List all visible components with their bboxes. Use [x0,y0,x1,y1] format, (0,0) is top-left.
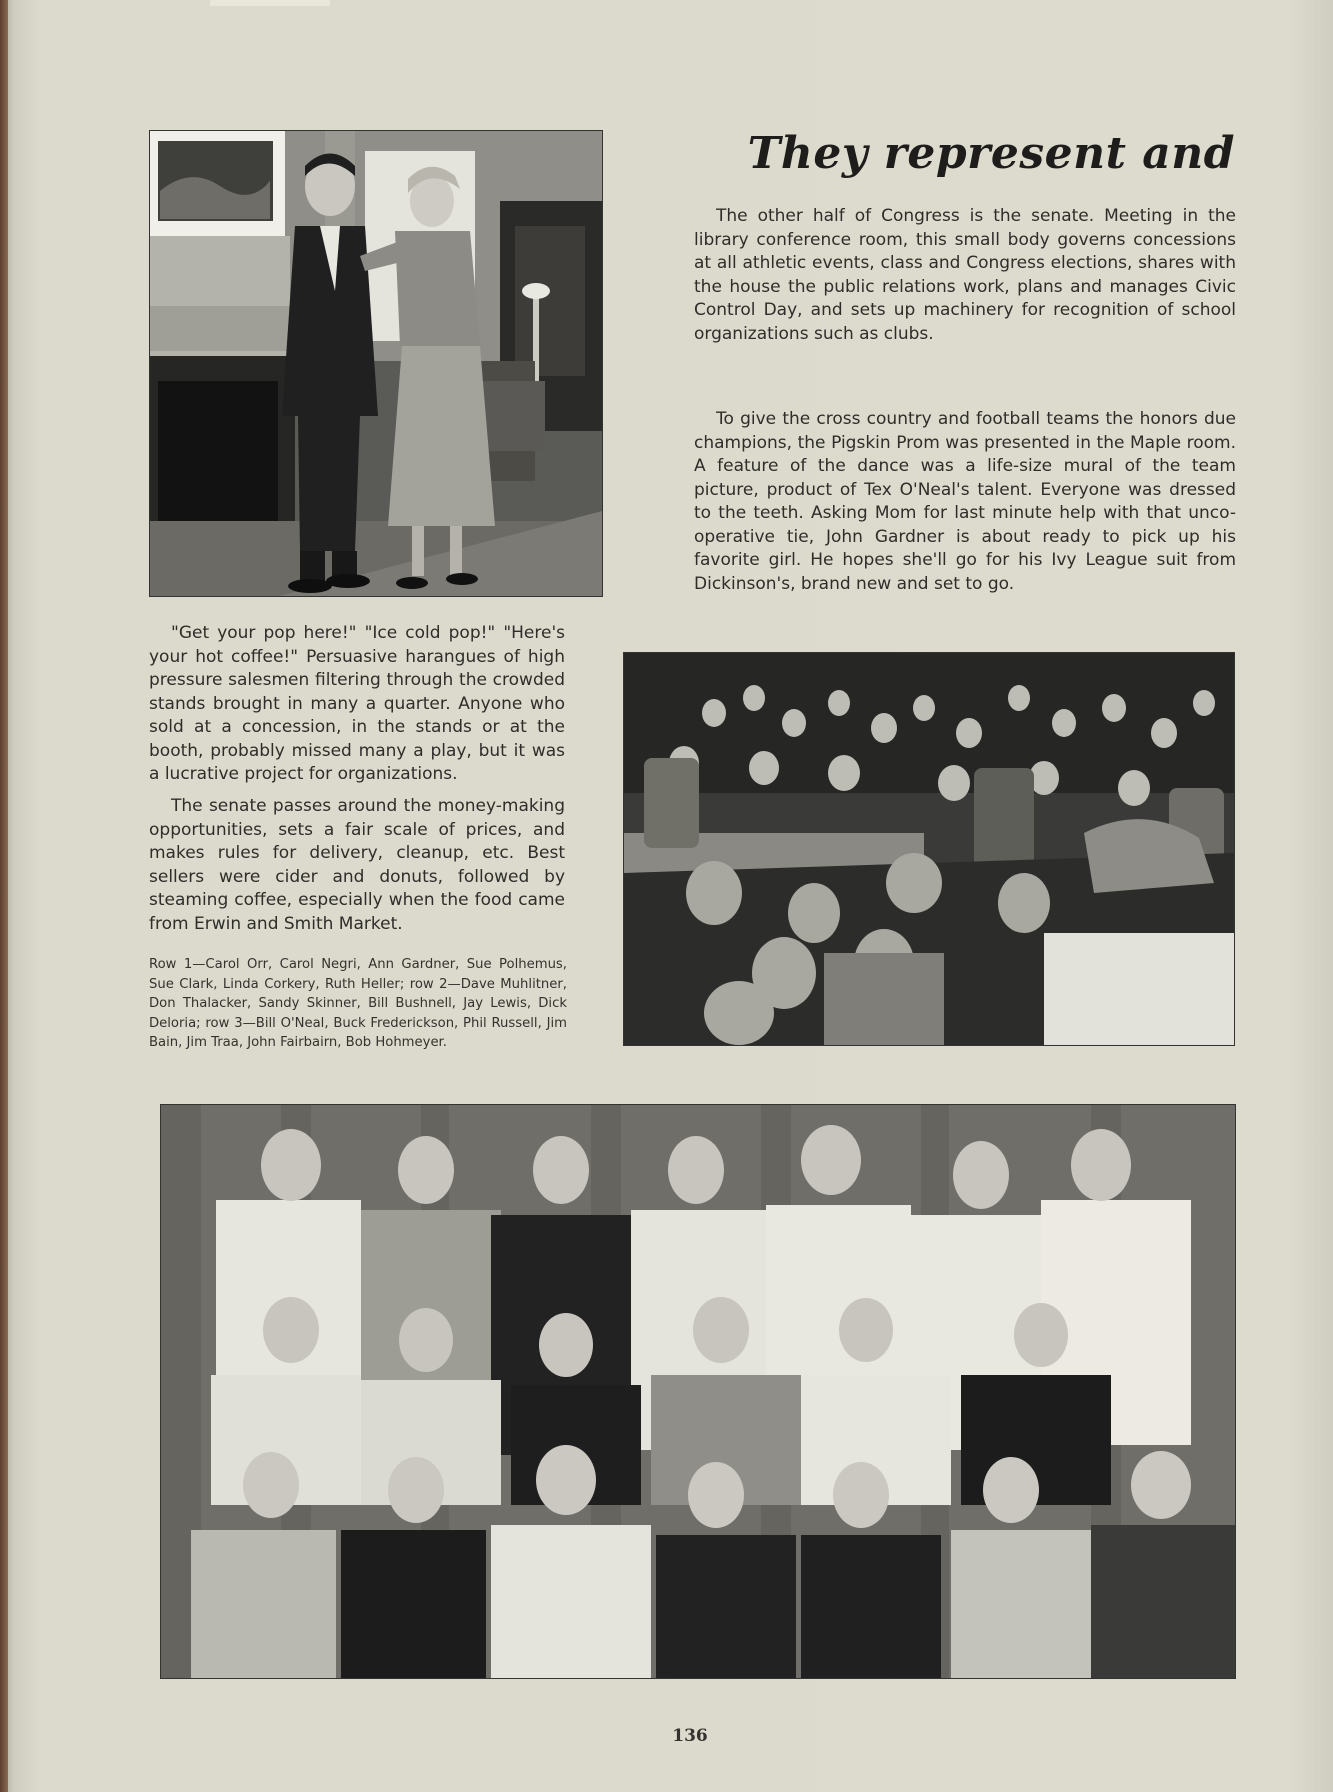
paragraph-money-making: The senate passes around the money-making opportunities, sets a fair scale of prices, and makes rules for delivery, cleanup, etc. Best sellers were cider and donuts, followed by steaming coffee, especially when the food came from Erwin and Smith Market. [149,796,565,934]
paragraph-concessions: "Get your pop here!" "Ice cold pop!" "Here's your hot coffee!" Persuasive harangues of high pressure salesmen filtering through the crowded stands brought in many a quarter. Anyone who sold at a concession, in the stands or at the booth, probably missed many a play, but it was a lucrative project for organizations. [149,623,565,784]
page-number: 136 [672,1726,708,1746]
photo-concession-crowd [623,652,1235,1046]
photo-tie-fitting [149,130,603,597]
page-tab [210,0,330,6]
photo-tie-fitting-image [150,131,602,596]
paragraph-senate: The other half of Congress is the senate. Meeting in the library conference room, this small body governs concessions at all athletic events, class and Congress elections, shares with the house the public relations work, plans and manages Civic Control Day, and sets up machinery for recognition of school organizations such as clubs. [694,206,1236,344]
photo-senate-group [160,1104,1236,1679]
group-photo-caption: Row 1—Carol Orr, Carol Negri, Ann Gardner, Sue Polhemus, Sue Clark, Linda Corkery, Ruth Heller; row 2—Dave Muhlitner, Don Thalacker, Sandy Skinner, Bill Bushnell, Jay Lewis, Dick Deloria; row 3—Bill O'Neal, Buck Frederickson, Phil Russell, Jim Bain, Jim Traa, John Fairbairn, Bob Hohmeyer. [149,957,567,1050]
photo-senate-group-image [161,1105,1235,1678]
paragraph-pigskin-prom: To give the cross country and football teams the honors due champions, the Pigskin Prom was presented in the Maple room. A feature of the dance was a life-size mural of the team picture, product of Tex O'Neal's talent. Everyone was dressed to the teeth. Asking Mom for last minute help with that unco-operative tie, John Gardner is about ready to pick up his favorite girl. He hopes she'll go for his Ivy League suit from Dickinson's, brand new and set to go. [694,409,1236,594]
page-heading: They represent and [747,128,1235,179]
binding-spine [0,0,8,1792]
photo-concession-crowd-image [624,653,1234,1045]
